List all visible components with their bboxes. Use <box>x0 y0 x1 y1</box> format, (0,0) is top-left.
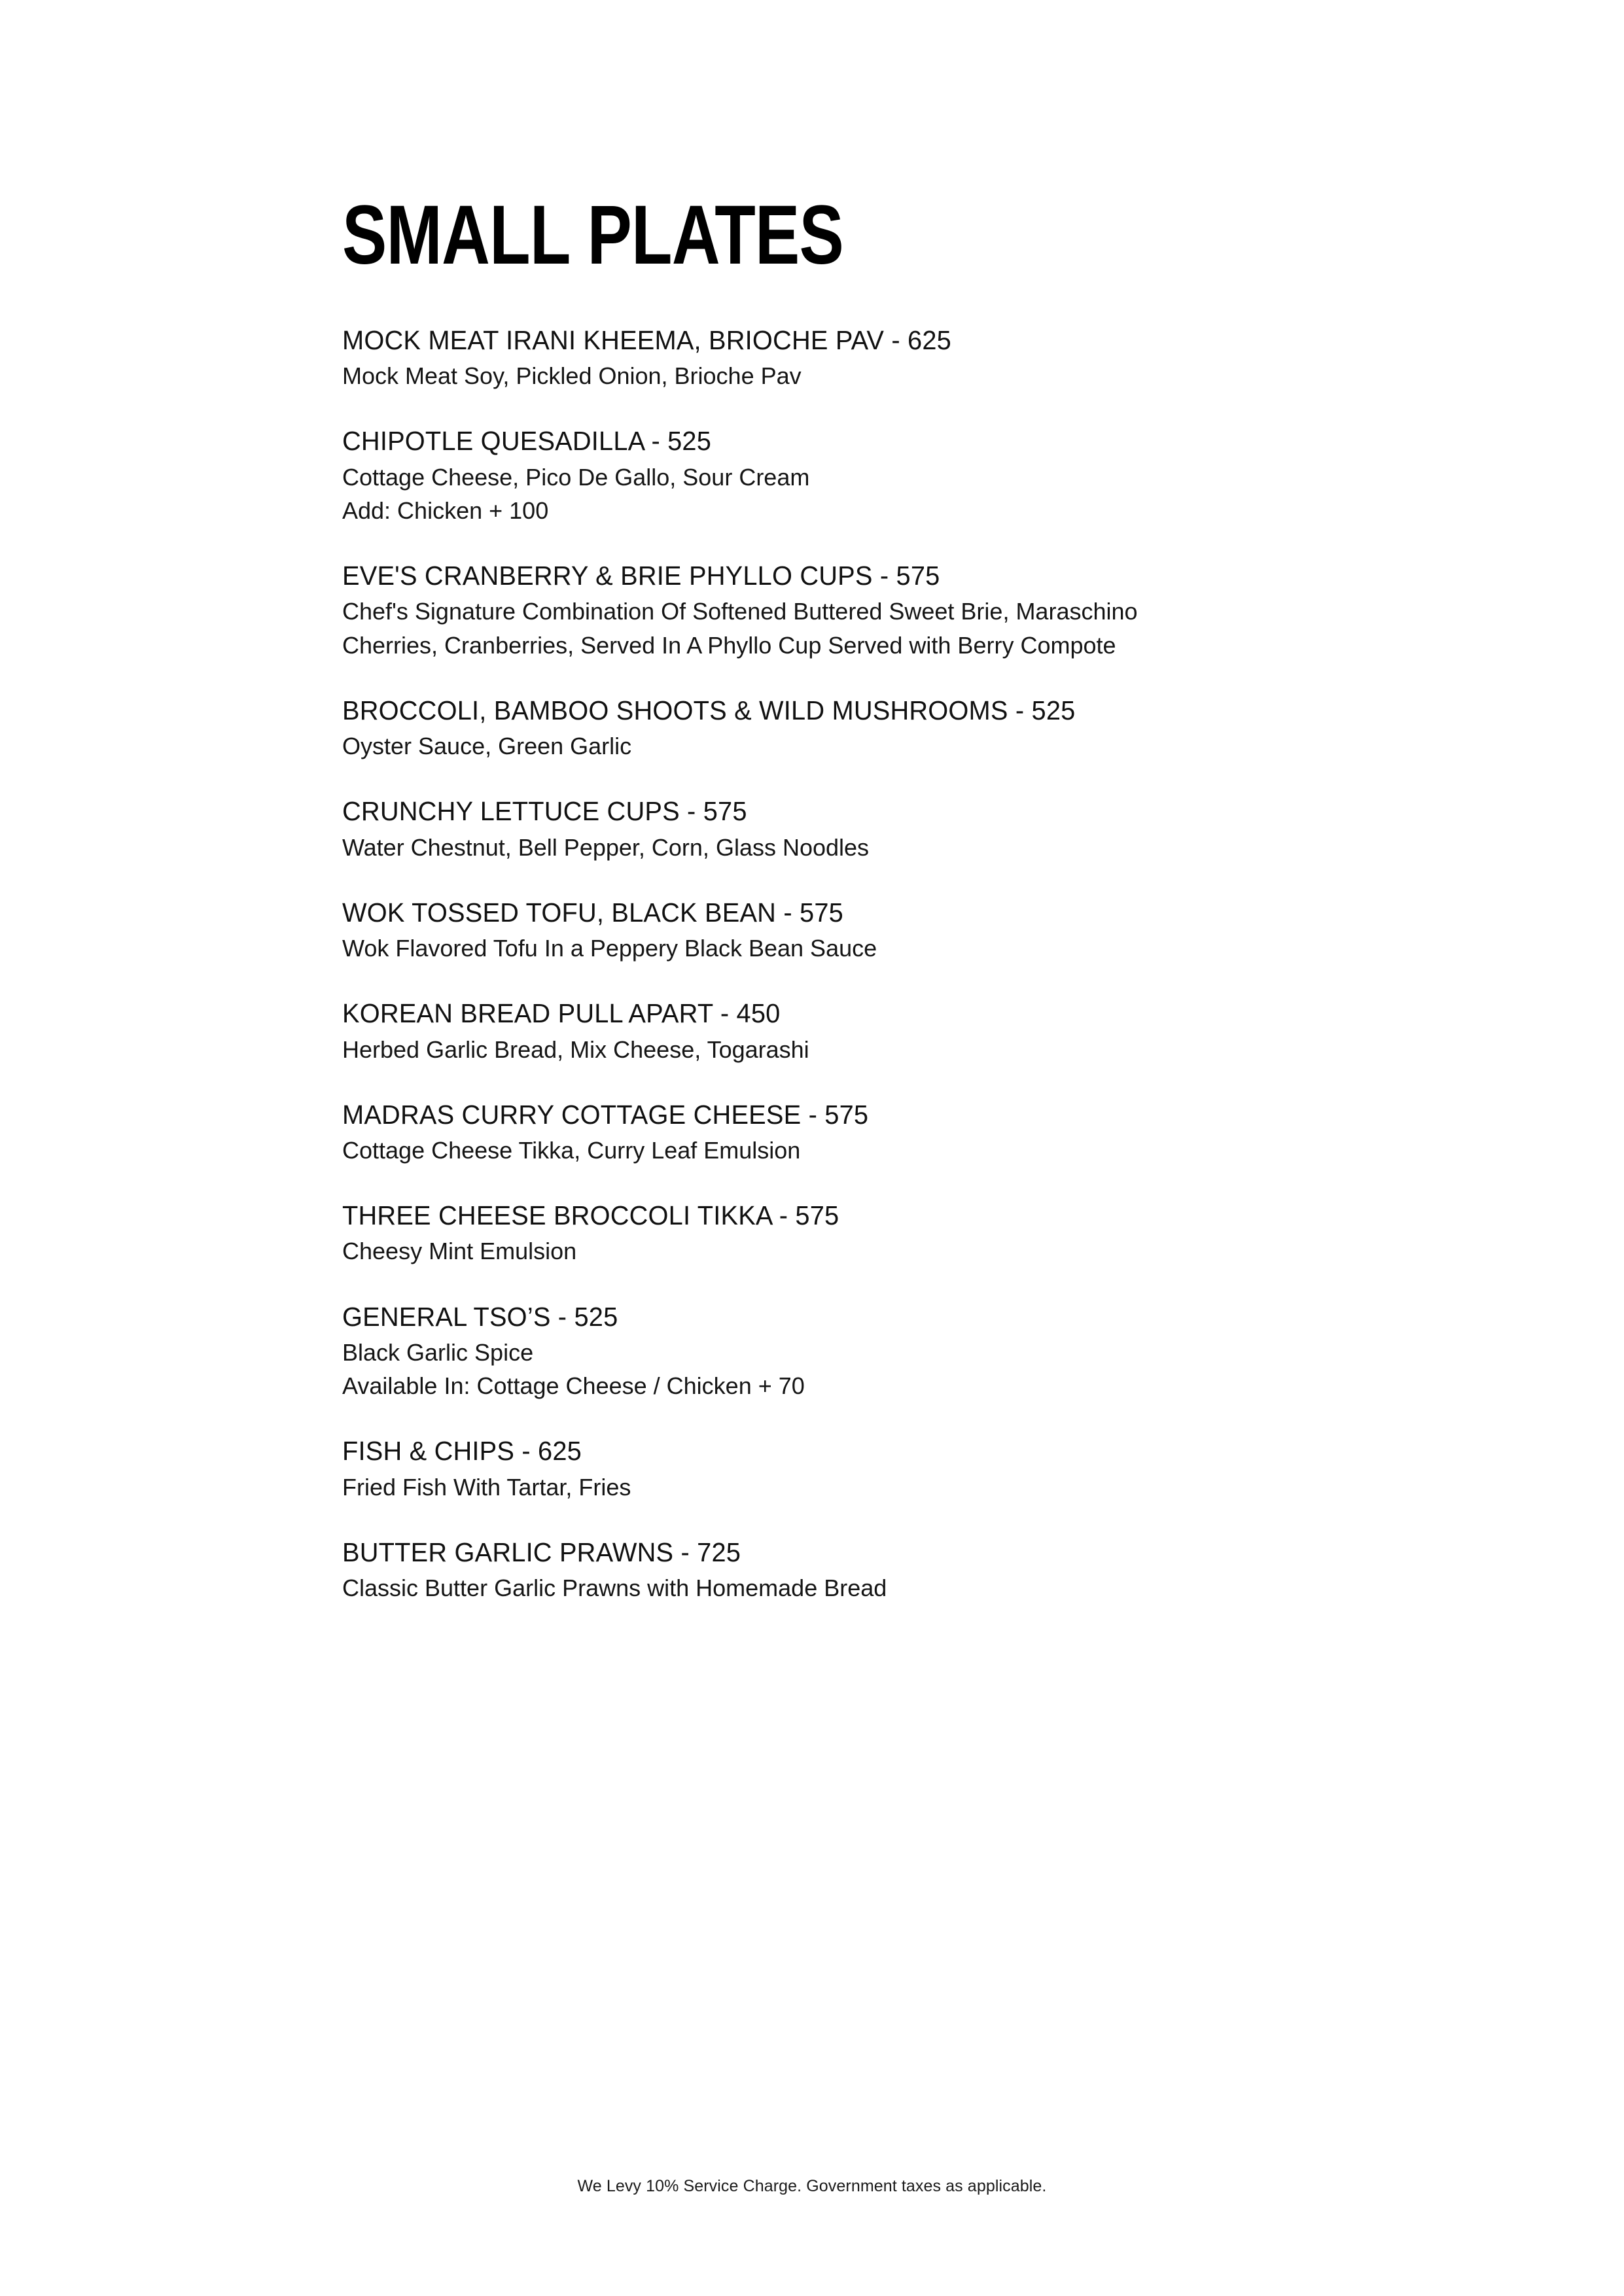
menu-item <box>342 1200 1389 1268</box>
menu-item-description <box>342 931 1376 965</box>
menu-item-description-line: Herbed Garlic Bread, Mix Cheese, Togarashi <box>342 1035 809 1063</box>
menu-item-title: BUTTER GARLIC PRAWNS - 725 <box>342 1537 741 1567</box>
menu-item-title: CRUNCHY LETTUCE CUPS - 575 <box>342 796 747 827</box>
menu-item-title: WOK TOSSED TOFU, BLACK BEAN - 575 <box>342 897 843 928</box>
menu-item-description-line: Mock Meat Soy, Pickled Onion, Brioche Pav <box>342 362 802 390</box>
menu-item <box>342 1537 1389 1605</box>
service-charge-note: We Levy 10% Service Charge. Government taxes as applicable. <box>577 2177 1047 2195</box>
menu-item-description-line: Add: Chicken + 100 <box>342 496 549 524</box>
menu-item-description <box>342 1033 1376 1066</box>
menu-item-title: CHIPOTLE QUESADILLA - 525 <box>342 426 712 457</box>
menu-item-description <box>342 1134 1376 1167</box>
menu-item-description-line: Fried Fish With Tartar, Fries <box>342 1473 631 1501</box>
menu-item <box>342 560 1389 662</box>
menu-item-list <box>342 324 1389 1605</box>
menu-item-description-line: Black Garlic Spice <box>342 1338 534 1366</box>
menu-item <box>342 1435 1389 1503</box>
menu-item-description-line: Wok Flavored Tofu In a Peppery Black Bean Sauce <box>342 935 877 962</box>
menu-item-description <box>342 729 1376 763</box>
menu-item-description-line: Cheesy Mint Emulsion <box>342 1238 577 1265</box>
page-title: SMALL PLATES <box>342 188 843 282</box>
menu-item <box>342 324 1389 392</box>
menu-item-description-line: Classic Butter Garlic Prawns with Homemade Bread <box>342 1574 887 1602</box>
menu-item-description-line: Chef's Signature Combination Of Softened Buttered Sweet Brie, Maraschino <box>342 598 1138 625</box>
menu-item-title: MADRAS CURRY COTTAGE CHEESE - 575 <box>342 1099 869 1130</box>
menu-item <box>342 795 1389 863</box>
menu-item <box>342 695 1389 763</box>
menu-item <box>342 425 1389 527</box>
menu-item-title: THREE CHEESE BROCCOLI TIKKA - 575 <box>342 1200 839 1231</box>
menu-item-description <box>342 359 1376 392</box>
menu-item-description <box>342 1470 1376 1504</box>
menu-item-title: GENERAL TSO’S - 525 <box>342 1301 618 1332</box>
menu-item <box>342 1099 1389 1167</box>
menu-item-description <box>342 461 1376 527</box>
menu-item-description-line: Available In: Cottage Cheese / Chicken + 70 <box>342 1372 805 1400</box>
menu-item-description <box>342 595 1376 661</box>
menu-item-description-line: Oyster Sauce, Green Garlic <box>342 733 632 760</box>
menu-item-description-line: Cottage Cheese Tikka, Curry Leaf Emulsion <box>342 1136 801 1164</box>
menu-item-title: FISH & CHIPS - 625 <box>342 1436 582 1467</box>
menu-item-description <box>342 1234 1376 1268</box>
menu-item-title: MOCK MEAT IRANI KHEEMA, BRIOCHE PAV - 625 <box>342 325 951 355</box>
menu-item-description <box>342 1336 1376 1402</box>
menu-item-description-line: Water Chestnut, Bell Pepper, Corn, Glass Noodles <box>342 833 870 861</box>
menu-item-description-line: Cherries, Cranberries, Served In A Phyllo Cup Served with Berry Compote <box>342 631 1116 659</box>
menu-item-description-line: Cottage Cheese, Pico De Gallo, Sour Cream <box>342 463 810 491</box>
menu-content <box>342 188 1389 1637</box>
menu-item <box>342 1301 1389 1403</box>
menu-item-description <box>342 831 1376 864</box>
menu-item <box>342 998 1389 1066</box>
menu-item <box>342 897 1389 965</box>
menu-item-title: KOREAN BREAD PULL APART - 450 <box>342 998 781 1029</box>
menu-item-title: BROCCOLI, BAMBOO SHOOTS & WILD MUSHROOMS - 525 <box>342 695 1076 725</box>
menu-item-description <box>342 1571 1376 1605</box>
menu-item-title: EVE'S CRANBERRY & BRIE PHYLLO CUPS - 575 <box>342 561 940 591</box>
